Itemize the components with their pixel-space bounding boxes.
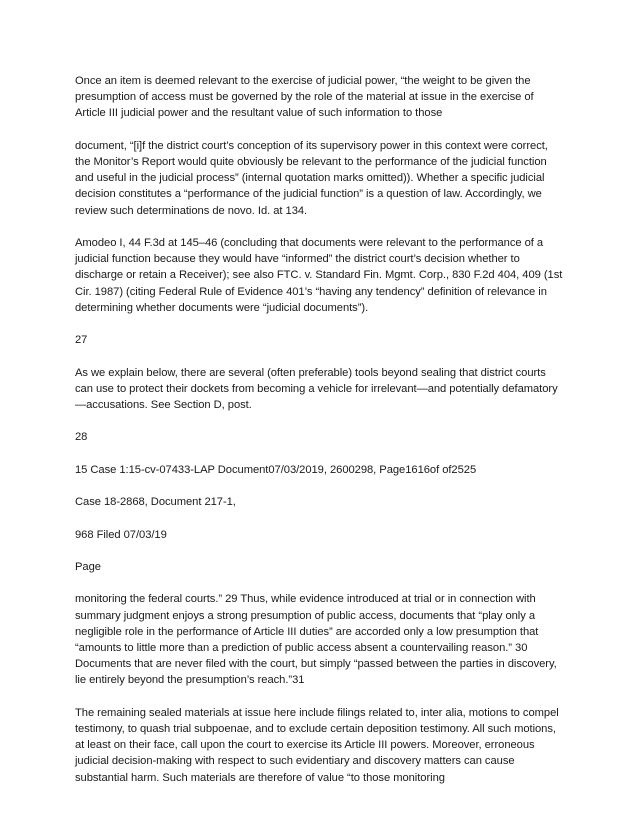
paragraph-sealing-tools: As we explain below, there are several (often preferable) tools beyond sealing that district courts can use to protect their dockets from becoming a vehicle for irrelevant—and potentially defamatory—accusations. See Section D, post. xyxy=(75,366,558,411)
paragraph-sealed-materials: The remaining sealed materials at issue here include filings related to, inter alia, motions to compel testimony, to quash trial subpoenae, and to exclude certain deposition testimony. All such motions, at least on their face, call upon the court to exercise its Article III powers. Moreover, erroneous judicial decision-making with respect to such evidentiary and discovery matters can cause substantial harm. Such materials are therefore of value “to those monitoring xyxy=(75,706,559,784)
paragraph-supervisory-power: document, “[i]f the district court’s conception of its supervisory power in this context were correct, the Monitor’s Report would quite obviously be relevant to the performance of the judicial function and useful in the judicial process” (internal quotation marks omitted)). Whether a specific judicial decision constitutes a “performance of the judicial function” is a question of law. Accordingly, we review such determinations de novo. Id. at 134. xyxy=(75,139,548,217)
case-number-line: Case 18-2868, Document 217-1, xyxy=(75,496,236,509)
case-header-line: 15 Case 1:15-cv-07433-LAP Document07/03/2019, 2600298, Page1616of of2525 xyxy=(75,463,477,476)
paragraph-public-access: monitoring the federal courts.” 29 Thus, while evidence introduced at trial or in connection with summary judgment enjoys a strong presumption of public access, documents that “play only a negligible role in the performance of Article III duties” are accorded only a low presumption that “amounts to little more than a prediction of public access absent a countervailing reason.” 30 Documents that are never filed with the court, but simply “passed between the parties in discovery, lie entirely beyond the presumption’s reach.”31 xyxy=(75,593,557,687)
filed-date-line: 968 Filed 07/03/19 xyxy=(75,528,167,541)
paragraph-presumption-weight: Once an item is deemed relevant to the exercise of judicial power, “the weight to be given the presumption of access must be governed by the role of the material at issue in the exercise of Article III judicial power and the resultant value of such information to those xyxy=(75,75,534,120)
footnote-number-28: 28 xyxy=(75,431,88,444)
paragraph-amodeo-citation: Amodeo I, 44 F.3d at 145–46 (concluding that documents were relevant to the performance of a judicial function because they would have “informed” the district court’s decision whether to discharge or retain a Receiver); see also FTC. v. Standard Fin. Mgmt. Corp., 830 F.2d 404, 409 (1st Cir. 1987) (citing Federal Rule of Evidence 401’s “having any tendency” definition of relevance in determining whether documents were “judicial documents”). xyxy=(75,237,563,314)
page-label: Page xyxy=(75,560,101,573)
document-body xyxy=(75,73,565,801)
footnote-number-27: 27 xyxy=(75,334,88,347)
